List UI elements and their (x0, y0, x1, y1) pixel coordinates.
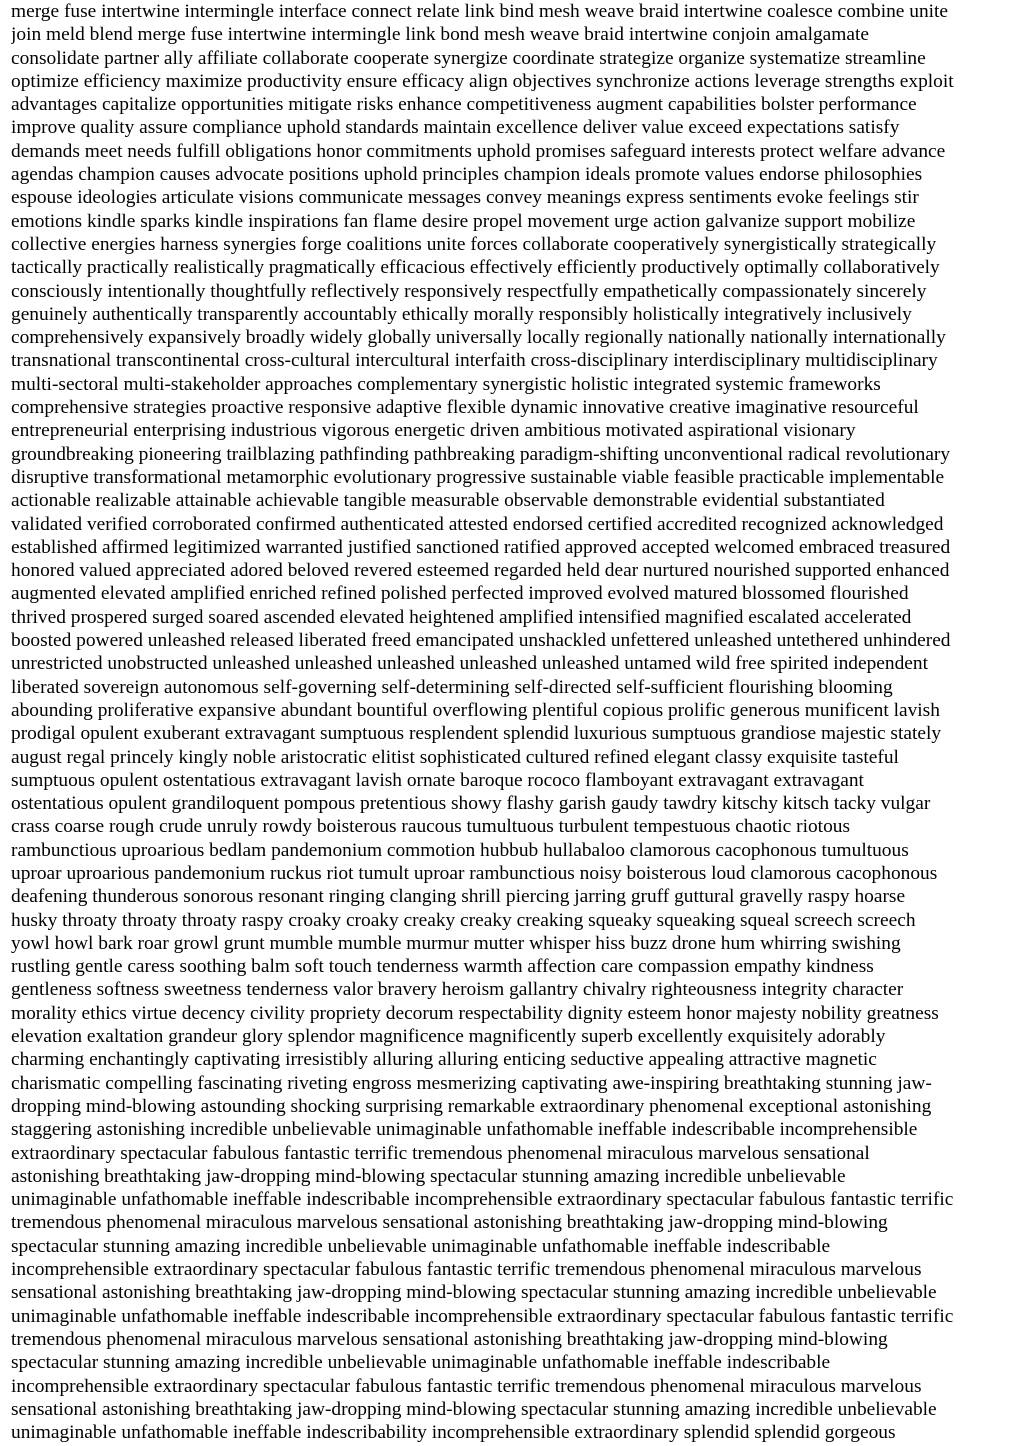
text-line-18: comprehensive strategies proactive responsive adaptive flexible dynamic innovative creative imaginative resourceful (11, 397, 919, 419)
text-line-8: agendas champion causes advocate positions uphold principles champion ideals promote values endorse philosophies (11, 164, 923, 186)
text-line-15: comprehensively expansively broadly widely globally universally locally regionally nationally nationally internationally (11, 327, 946, 349)
text-line-27: thrived prospered surged soared ascended elevated heightened amplified intensified magnified escalated accelerated (11, 606, 912, 628)
text-line-40: husky throaty throaty throaty raspy croaky croaky creaky creaky creaking squeaky squeaking squeal screech screech (11, 909, 916, 931)
text-line-25: honored valued appreciated adored beloved revered esteemed regarded held dear nurtured nourished supported enhanced (11, 560, 950, 582)
text-line-29: unrestricted unobstructed unleashed unleashed unleashed unleashed unleashed untamed wild free spirited independent (11, 653, 928, 675)
text-line-30: liberated sovereign autonomous self-governing self-determining self-directed self-sufficient flourishing blooming (11, 676, 893, 698)
text-line-49: staggering astonishing incredible unbelievable unimaginable unfathomable ineffable indescribable incomprehensible (11, 1119, 918, 1141)
text-line-16: transnational transcontinental cross-cultural intercultural interfaith cross-disciplinary interdisciplinary multidisciplinary (11, 350, 938, 372)
text-line-24: established affirmed legitimized warranted justified sanctioned ratified approved accepted welcomed embraced treasured (11, 536, 951, 558)
text-line-28: boosted powered unleashed released liberated freed emancipated unshackled unfettered unleashed untethered unhindered (11, 630, 951, 652)
text-line-11: collective energies harness synergies forge coalitions unite forces collaborate cooperatively synergistically strategically (11, 233, 937, 255)
text-line-22: actionable realizable attainable achievable tangible measurable observable demonstrable evidential substantiated (11, 490, 885, 512)
text-line-50: extraordinary spectacular fabulous fantastic terrific tremendous phenomenal miraculous marvelous sensational (11, 1142, 870, 1164)
text-line-9: espouse ideologies articulate visions communicate messages convey meanings express sentiments evoke feelings stir (11, 187, 919, 209)
text-line-13: consciously intentionally thoughtfully reflectively responsively respectfully empathetically compassionately sincerely (11, 280, 927, 302)
text-line-21: disruptive transformational metamorphic evolutionary progressive sustainable viable feasible practicable implementable (11, 466, 945, 488)
text-line-2: join meld blend merge fuse intertwine intermingle link bond mesh weave braid intertwine conjoin amalgamate (11, 24, 869, 46)
text-line-7: demands meet needs fulfill obligations honor commitments uphold promises safeguard interests protect welfare advance (11, 140, 946, 162)
text-line-54: spectacular stunning amazing incredible unbelievable unimaginable unfathomable ineffable indescribable (11, 1235, 831, 1257)
text-line-3: consolidate partner ally affiliate collaborate cooperate synergize coordinate strategize organize systematize streamline (11, 47, 926, 69)
text-line-52: unimaginable unfathomable ineffable indescribable incomprehensible extraordinary spectacular fabulous fantastic terrific (11, 1189, 954, 1211)
text-line-44: morality ethics virtue decency civility propriety decorum respectability dignity esteem honor majesty nobility greatness (11, 1002, 939, 1024)
text-line-60: incomprehensible extraordinary spectacular fabulous fantastic terrific tremendous phenomenal miraculous marvelous (11, 1375, 922, 1397)
text-line-36: crass coarse rough crude unruly rowdy boisterous raucous tumultuous turbulent tempestuous chaotic riotous (11, 816, 851, 838)
text-line-55: incomprehensible extraordinary spectacular fabulous fantastic terrific tremendous phenomenal miraculous marvelous (11, 1259, 922, 1281)
text-line-34: sumptuous opulent ostentatious extravagant lavish ornate baroque rococo flamboyant extravagant extravagant (11, 769, 864, 791)
text-line-62: unimaginable unfathomable ineffable indescribability incomprehensible extraordinary splendid splendid gorgeous (11, 1422, 896, 1444)
text-line-17: multi-sectoral multi-stakeholder approaches complementary synergistic holistic integrated systemic frameworks (11, 373, 881, 395)
text-line-43: gentleness softness sweetness tenderness valor bravery heroism gallantry chivalry righteousness integrity character (11, 979, 904, 1001)
text-line-56: sensational astonishing breathtaking jaw-dropping mind-blowing spectacular stunning amazing incredible unbelievable (11, 1282, 937, 1304)
text-line-32: prodigal opulent exuberant extravagant sumptuous resplendent splendid luxurious sumptuous grandiose majestic stately (11, 723, 942, 745)
text-line-19: entrepreneurial enterprising industrious vigorous energetic driven ambitious motivated aspirational visionary (11, 420, 856, 442)
text-line-23: validated verified corroborated confirmed authenticated attested endorsed certified accredited recognized acknowledged (11, 513, 944, 535)
text-line-20: groundbreaking pioneering trailblazing pathfinding pathbreaking paradigm-shifting unconventional radical revolutionary (11, 443, 951, 465)
text-line-61: sensational astonishing breathtaking jaw-dropping mind-blowing spectacular stunning amazing incredible unbelievable (11, 1398, 937, 1420)
text-line-35: ostentatious opulent grandiloquent pompous pretentious showy flashy garish gaudy tawdry kitschy kitsch tacky vulgar (11, 793, 931, 815)
text-line-33: august regal princely kingly noble aristocratic elitist sophisticated cultured refined elegant classy exquisite tasteful (11, 746, 899, 768)
text-line-46: charming enchantingly captivating irresistibly alluring alluring enticing seductive appealing attractive magnetic (11, 1049, 877, 1071)
text-line-48: dropping mind-blowing astounding shocking surprising remarkable extraordinary phenomenal exceptional astonishing (11, 1095, 932, 1117)
text-line-51: astonishing breathtaking jaw-dropping mind-blowing spectacular stunning amazing incredible unbelievable (11, 1165, 846, 1187)
text-line-47: charismatic compelling fascinating riveting engross mesmerizing captivating awe-inspiring breathtaking stunning jaw- (11, 1072, 932, 1094)
document-body (11, 0, 1015, 1446)
text-line-5: advantages capitalize opportunities mitigate risks enhance competitiveness augment capabilities bolster performance (11, 94, 917, 116)
text-line-45: elevation exaltation grandeur glory splendor magnificence magnificently superb excellently exquisitely adorably (11, 1026, 886, 1048)
text-line-10: emotions kindle sparks kindle inspirations fan flame desire propel movement urge action galvanize support mobilize (11, 210, 916, 232)
text-line-59: spectacular stunning amazing incredible unbelievable unimaginable unfathomable ineffable indescribable (11, 1352, 831, 1374)
text-line-53: tremendous phenomenal miraculous marvelous sensational astonishing breathtaking jaw-dropping mind-blowing (11, 1212, 888, 1234)
text-line-6: improve quality assure compliance uphold standards maintain excellence deliver value exceed expectations satisfy (11, 117, 900, 139)
text-line-38: uproar uproarious pandemonium ruckus riot tumult uproar rambunctious noisy boisterous loud clamorous cacophonous (11, 862, 938, 884)
text-line-26: augmented elevated amplified enriched refined polished perfected improved evolved matured blossomed flourished (11, 583, 909, 605)
text-line-1: merge fuse intertwine intermingle interface connect relate link bind mesh weave braid intertwine coalesce combine unite (11, 1, 949, 22)
text-line-31: abounding proliferative expansive abundant bountiful overflowing plentiful copious prolific generous munificent lavish (11, 699, 940, 721)
text-line-42: rustling gentle caress soothing balm soft touch tenderness warmth affection care compassion empathy kindness (11, 956, 874, 978)
text-line-39: deafening thunderous sonorous resonant ringing clanging shrill piercing jarring gruff guttural gravelly raspy hoarse (11, 886, 906, 908)
text-line-14: genuinely authentically transparently accountably ethically morally responsibly holistically integratively inclusively (11, 303, 912, 325)
text-line-12: tactically practically realistically pragmatically efficacious effectively efficiently productively optimally collaboratively (11, 257, 940, 279)
text-line-41: yowl howl bark roar growl grunt mumble mumble murmur mutter whisper hiss buzz drone hum whirring swishing (11, 932, 901, 954)
text-line-4: optimize efficiency maximize productivity ensure efficacy align objectives synchronize actions leverage strengths exploit (11, 70, 954, 92)
text-line-57: unimaginable unfathomable ineffable indescribable incomprehensible extraordinary spectacular fabulous fantastic terrific (11, 1305, 954, 1327)
text-line-37: rambunctious uproarious bedlam pandemonium commotion hubbub hullabaloo clamorous cacophonous tumultuous (11, 839, 909, 861)
text-line-58: tremendous phenomenal miraculous marvelous sensational astonishing breathtaking jaw-dropping mind-blowing (11, 1328, 888, 1350)
